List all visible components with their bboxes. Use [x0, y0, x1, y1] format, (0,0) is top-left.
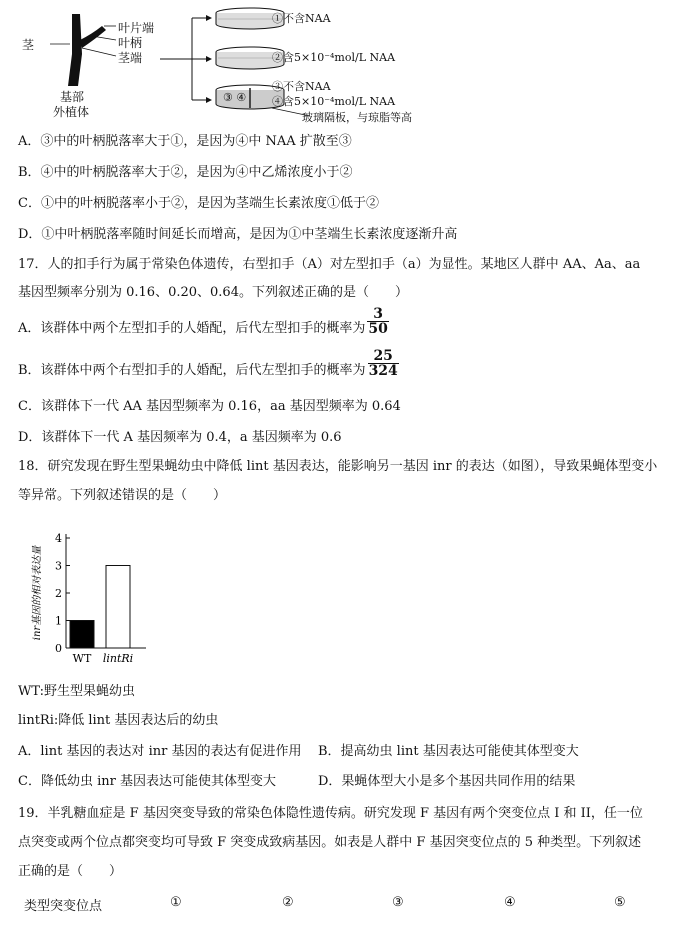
explant-label-1: 基部: [60, 90, 85, 104]
x-tick-label: lintRi: [102, 652, 134, 665]
q19-table-header: [24, 895, 664, 915]
q17-option-a-text: A．该群体中两个左型扣手的人婚配，后代左型扣手的概率为: [18, 321, 366, 336]
y-axis-label: inr基因的相对表达量: [32, 545, 43, 641]
q17-option-c: C．该群体下一代 AA 基因型频率为 0.16，aa 基因型频率为 0.64: [18, 399, 401, 414]
table-header-cell: ④: [504, 895, 516, 910]
explant-label-2: 外植体: [53, 105, 90, 119]
q18-stem-line-1: 18．研究发现在野生型果蝇幼虫中降低 lint 基因表达，能影响另一基因 inr 的表达（如图），导致果蝇体型变小: [18, 459, 658, 474]
q17-option-a-fraction: [367, 307, 388, 336]
inr-expression-chart: [22, 528, 152, 670]
y-tick-label: 0: [55, 642, 62, 655]
table-header-cell: ①: [170, 895, 182, 910]
y-tick-label: 2: [55, 587, 62, 600]
q16-option-c: C．①中的叶柄脱落率小于②，是因为茎端生长素浓度①低于②: [18, 196, 379, 211]
q17-option-b: [18, 348, 399, 380]
stem-end-label: 茎端: [118, 51, 143, 65]
dish-3-note: 玻璃隔板，与琼脂等高: [302, 111, 412, 124]
dish-3-inner-label: ③ ④: [223, 91, 247, 104]
table-header-cell: ③: [392, 895, 404, 910]
table-header-cell: ⑤: [614, 895, 626, 910]
q18-legend-wt: WT:野生型果蝇幼虫: [18, 684, 135, 699]
bar-wt: [70, 621, 94, 649]
q19-stem-line-2: 点突变或两个位点都突变均可导致 F 突变成致病基因。如表是人群中 F 基因突变位点的 5 种类型。下列叙述: [18, 835, 642, 850]
q16-option-b: B．④中的叶柄脱落率大于②，是因为④中乙烯浓度小于②: [18, 165, 353, 180]
q17-option-b-text: B．该群体中两个右型扣手的人婚配，后代左型扣手的概率为: [18, 363, 366, 378]
q16-option-d: D．①中叶柄脱落率随时间延长而增高，是因为①中茎端生长素浓度逐渐升高: [18, 227, 458, 242]
petiole-shape: [80, 26, 106, 48]
q18-legend-lintri: lintRi:降低 lint 基因表达后的幼虫: [18, 713, 219, 728]
q17-option-b-fraction: [368, 349, 399, 378]
q16-option-a: A．③中的叶柄脱落率大于①，是因为④中 NAA 扩散至③: [18, 134, 352, 149]
explant-figure: [20, 4, 440, 126]
q18-option-c: C．降低幼虫 inr 基因表达可能使其体型变大: [18, 774, 276, 789]
q18-option-d: D．果蝇体型大小是多个基因共同作用的结果: [318, 774, 576, 789]
q17-stem-line-2: 基因型频率分别为 0.16、0.20、0.64。下列叙述正确的是（ ）: [18, 285, 408, 300]
q18-stem-line-2: 等异常。下列叙述错误的是（ ）: [18, 488, 227, 503]
dish-2-label: ②含5×10⁻⁴mol/L NAA: [272, 51, 396, 64]
q17-option-a: [18, 306, 389, 338]
x-tick-label: WT: [72, 652, 92, 665]
y-tick-label: 4: [55, 532, 62, 545]
q18-option-b: B．提高幼虫 lint 基因表达可能使其体型变大: [318, 744, 579, 759]
q18-option-a: A．lint 基因的表达对 inr 基因的表达有促进作用: [18, 744, 302, 759]
q17-a-denominator: 50: [368, 321, 388, 337]
bar-chart-svg: [22, 528, 152, 670]
table-header-cell: ②: [282, 895, 294, 910]
q19-stem-line-1: 19．半乳糖血症是 F 基因突变导致的常染色体隐性遗传病。研究发现 F 基因有两个突变位点 I 和 II，任一位: [18, 806, 643, 821]
q17-b-numerator: 25: [368, 349, 399, 364]
stem-label: 茎: [22, 38, 35, 52]
petiole-label: 叶柄: [118, 36, 143, 50]
y-tick-label: 3: [55, 559, 62, 573]
leaf-end-label: 叶片端: [118, 21, 155, 35]
q17-stem-line-1: 17．人的扣手行为属于常染色体遗传，右型扣手（A）对左型扣手（a）为显性。某地区人群中 AA、Aa、aa: [18, 257, 641, 272]
table-header-cell: 类型突变位点: [24, 899, 103, 914]
q19-stem-line-3: 正确的是（ ）: [18, 864, 123, 879]
q17-a-numerator: 3: [367, 307, 388, 322]
dish-1-label: ①不含NAA: [272, 12, 331, 25]
stem-shape: [68, 14, 82, 86]
bar-lintri: [106, 566, 130, 649]
q17-option-d: D．该群体下一代 A 基因频率为 0.4，a 基因频率为 0.6: [18, 430, 342, 445]
y-tick-label: 1: [55, 614, 62, 628]
dish-3b-label: ④含5×10⁻⁴mol/L NAA: [272, 95, 396, 108]
dish-3a-label: ③不含NAA: [272, 80, 331, 93]
q17-b-denominator: 324: [368, 363, 398, 379]
